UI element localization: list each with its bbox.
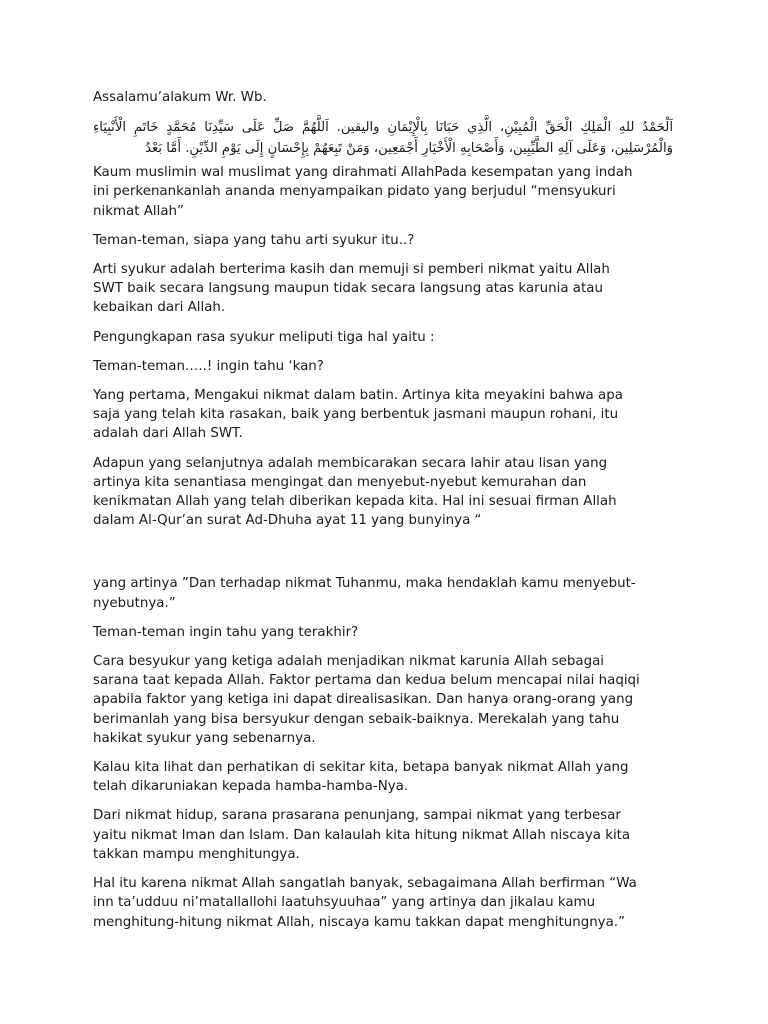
greeting: Assalamu’alakum Wr. Wb. [93,90,267,105]
paragraph-first-way: Yang pertama, Mengakui nikmat dalam batin. Artinya kita meyakini bahwa apa saja yang telah kita rasakan, baik yang berbentuk jasmani maupun rohani, itu adalah dari Allah SWT. [93,388,623,442]
paragraph-three-ways: Pengungkapan rasa syukur meliputi tiga hal yaitu : [93,329,435,345]
paragraph-verse-meaning: yang artinya ”Dan terhadap nikmat Tuhanmu, maka hendaklah kamu menyebut- nyebutnya.” [93,576,636,611]
paragraph-around-us: Kalau kita lihat dan perhatikan di sekitar kita, betapa banyak nikmat Allah yang telah dikaruniakan kepada hamba-hamba-Nya. [93,760,629,795]
paragraph-greatest-blessing: Dari nikmat hidup, sarana prasarana penunjang, sampai nikmat yang terbesar yaitu nikmat Iman dan Islam. Dan kalaulah kita hitung nikmat Allah niscaya kita takkan mampu menghitungya. [93,808,631,862]
paragraph-ingin-tahu: Teman-teman…..! ingin tahu ‘kan? [93,358,324,374]
paragraph-second-way: Adapun yang selanjutnya adalah membicarakan secara lahir atau lisan yang artinya kita senantiasa mengingat dan menyebut-nyebut kemurahan dan kenikmatan Allah yang telah diberikan kepada kita. Hal ini sesuai firman Allah dalam Al-Qur’an surat Ad-Dhuha ayat 11 yang bunyinya “ [93,455,617,529]
paragraph-definition-syukur: Arti syukur adalah berterima kasih dan memuji si pemberi nikmat yaitu Allah SWT baik secara langsung maupun tidak secara langsung atas karunia atau kebaikan dari Allah. [93,262,610,316]
paragraph-countless-blessings: Hal itu karena nikmat Allah sangatlah banyak, sebagaimana Allah berfirman “Wa inn ta’udduu ni’matallallohi laatuhsyuuhaa” yang artinya dan jikalau kamu menghitung-hitung nikmat Allah, niscaya kamu takkan dapat menghitungnya.” [93,876,637,930]
arabic-opening-prayer: اَلْحَمْدُ للهِ الْمَلِكِ الْحَقِّ الْمُبِيْنِ، الَّذِي حَبَانَا بِالْإِيْمَانِ واليقين. اَللَّهُمَّ صَلِّ عَلَى سَيِّدِنَا مُحَمَّدٍ خَاتَمِ الْأَنْبِيَاءِ وَالْمُرْسَلِين، وَعَلَى آلِهِ الطَّيِّبِين، وَأَصْحَابِهِ الْأَخْيَارِ أَجْمَعِين، وَمَنْ تَبِعَهُمْ بِإِحْسَانٍ إِلَى يَوْمِ الدِّيْنِ. أَمَّا بَعْدُ [93,120,673,157]
paragraph-third-way: Cara besyukur yang ketiga adalah menjadikan nikmat karunia Allah sebagai sarana taat kepada Allah. Faktor pertama dan kedua belum mencapai nilai haqiqi apabila faktor yang ketiga ini dapat direalisasikan. Dan hanya orang-orang yang berimanlah yang bisa bersyukur dengan sebaik-baiknya. Merekalah yang tahu hakikat syukur yang sebenarnya. [93,654,640,746]
paragraph-last-question: Teman-teman ingin tahu yang terakhir? [93,624,359,640]
document-body [93,88,673,942]
verse-blank-space [93,540,673,574]
paragraph-opening: Kaum muslimin wal muslimat yang dirahmati AllahPada kesempatan yang indah ini perkenankanlah ananda menyampaikan pidato yang berjudul “mensyukuri nikmat Allah” [93,165,633,219]
paragraph-question-syukur: Teman-teman, siapa yang tahu arti syukur itu..? [93,232,415,248]
